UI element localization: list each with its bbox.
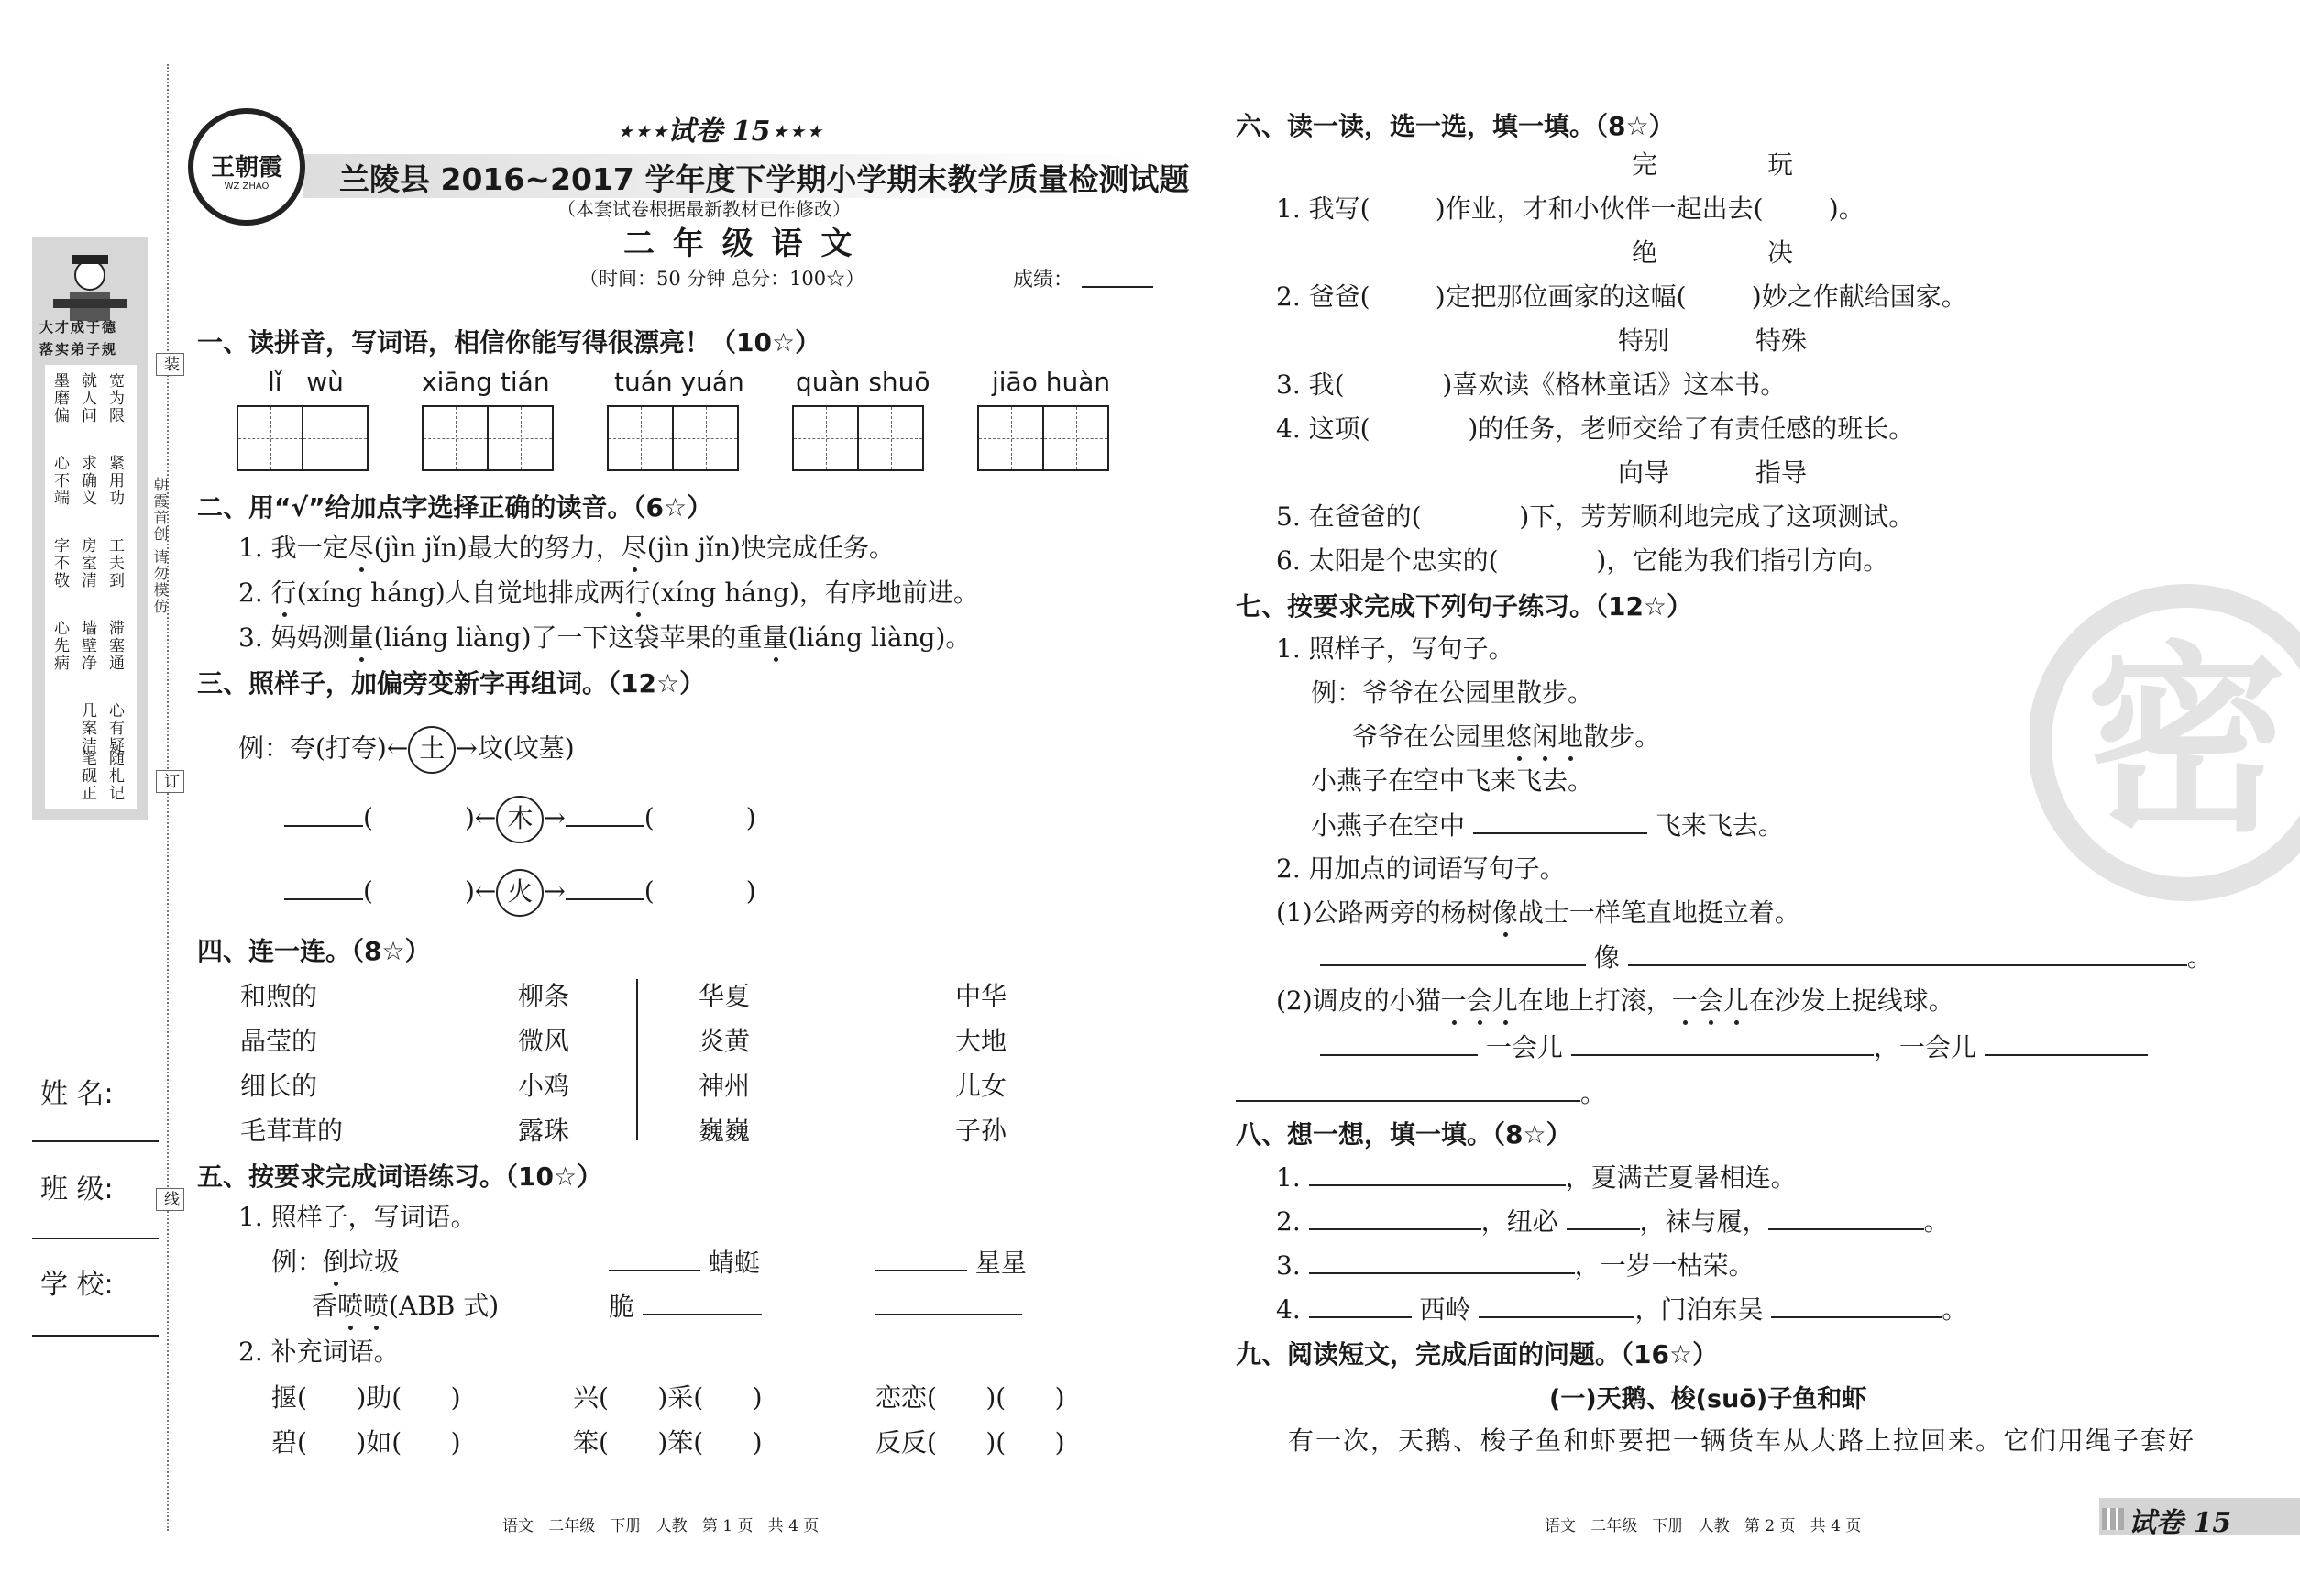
dotted-char: 喷 xyxy=(363,1288,389,1325)
corner-label: 试卷 15 xyxy=(2129,1507,2232,1539)
text: ，门泊东吴 xyxy=(1634,1294,1764,1325)
section-4-heading: 四、连一连。（8☆） xyxy=(197,936,431,966)
match-item[interactable]: 巍巍 xyxy=(699,1116,751,1146)
dotted-char: 地 xyxy=(1557,719,1583,755)
text: 蜻蜓 xyxy=(708,1248,760,1278)
match-item[interactable]: 露珠 xyxy=(518,1116,570,1146)
verse-col: 心不端 xyxy=(50,455,69,507)
dotted-char: 倒 xyxy=(323,1244,348,1281)
match-item[interactable]: 中华 xyxy=(955,981,1007,1011)
num: 3. xyxy=(1276,1250,1301,1281)
text: 星星 xyxy=(974,1248,1027,1278)
paren: ( xyxy=(363,802,373,833)
paren: ( xyxy=(644,802,655,833)
sidebar-slogan-2: 落实弟子规 xyxy=(39,341,118,358)
score-label: 成绩： xyxy=(1013,269,1074,292)
passage-title: (一)天鹅、梭(suō)子鱼和虾 xyxy=(1549,1385,1867,1414)
paren: ) xyxy=(745,875,756,907)
arrow: → xyxy=(544,802,566,833)
verse-col: 笔砚正 xyxy=(78,750,96,802)
answer-blank[interactable] xyxy=(1320,939,1586,966)
sidebar-verse-box xyxy=(45,365,137,809)
verse-col: 宽为限 xyxy=(105,372,124,424)
idiom[interactable]: 揠( )助( ) xyxy=(271,1382,461,1413)
text: (xíng háng)，有序地前进。 xyxy=(650,578,979,608)
text: (liáng liàng)。 xyxy=(787,622,972,653)
dotted-char: 会 xyxy=(1467,983,1492,1019)
pinyin-1: lǐ wù xyxy=(268,367,344,397)
text: 小燕子在空中 xyxy=(1311,810,1466,841)
idiom[interactable]: 恋恋( )( ) xyxy=(875,1382,1065,1413)
match-divider xyxy=(636,979,638,1140)
example-7-1: 例：爷爷在公园里散步。 xyxy=(1311,677,1594,708)
seal-mark-3: 线 xyxy=(156,1188,184,1211)
word-5-3 xyxy=(609,1288,762,1326)
page-footer-left: 语文 二年级 下册 人教 第 1 页 共 4 页 xyxy=(502,1517,820,1535)
writing-grid[interactable] xyxy=(792,405,924,471)
match-item[interactable]: 和煦的 xyxy=(240,981,318,1011)
question-2-1 xyxy=(238,530,895,567)
section-6-heading: 六、读一读，选一选，填一填。（8☆） xyxy=(1236,111,1675,141)
text: 3. 妈妈测 xyxy=(238,622,348,653)
example-3 xyxy=(238,726,575,774)
dotted-char: 儿 xyxy=(1492,983,1518,1019)
logo xyxy=(188,108,305,226)
text: 香 xyxy=(312,1291,338,1321)
sentence-7-1: 小燕子在空中飞来飞去。 xyxy=(1311,765,1594,796)
idiom[interactable]: 碧( )如( ) xyxy=(271,1427,461,1458)
verse-col: 紧用功 xyxy=(105,455,124,507)
dotted-char: 会 xyxy=(1698,983,1723,1019)
dotted-char: 闲 xyxy=(1532,719,1557,755)
dotted-char: 量 xyxy=(348,620,374,656)
radical-circle: 土 xyxy=(408,726,456,774)
word-5-2 xyxy=(875,1244,1027,1282)
match-item[interactable]: 柳条 xyxy=(518,981,570,1011)
section-1-heading: 一、读拼音，写词语，相信你能写得很漂亮！（10☆） xyxy=(197,327,821,358)
question-6-5: 5. 在爸爸的( )下，芳芳顺利地完成了这项测试。 xyxy=(1276,501,1915,532)
option: 玩 xyxy=(1767,149,1794,180)
writing-grid[interactable] xyxy=(237,405,369,471)
text: (jìn jǐn)最大的努力， xyxy=(373,533,622,563)
text: 像 xyxy=(1593,942,1620,973)
dotted-char: 一 xyxy=(1672,983,1698,1019)
question-6-2: 2. 爸爸( )定把那位画家的这幅( )妙之作献给国家。 xyxy=(1276,281,1967,312)
question-6-4: 4. 这项( )的任务，老师交给了有责任感的班长。 xyxy=(1276,413,1915,444)
text: (2)调皮的小猫 xyxy=(1276,985,1441,1016)
section-2-heading: 二、用“√”给加点字选择正确的读音。（6☆） xyxy=(197,492,713,523)
dotted-char: 量 xyxy=(763,620,788,656)
section-7-heading: 七、按要求完成下列句子练习。（12☆） xyxy=(1236,591,1693,622)
seal-mark-1: 装 xyxy=(156,353,184,376)
arrow: → xyxy=(544,875,566,907)
grade-subject: 二 年 级 语 文 xyxy=(623,226,856,262)
text: (xíng háng)人自觉地排成两 xyxy=(296,578,625,608)
option: 特别 xyxy=(1618,325,1670,356)
poem-8-2: 2. ，纽必 ，袜与履， 。 xyxy=(1276,1203,1950,1240)
confidential-watermark xyxy=(2030,578,2300,908)
logo-sub: WZ ZHAO xyxy=(224,182,270,192)
text: (jìn jǐn)快完成任务。 xyxy=(646,533,895,563)
idiom[interactable]: 反反( )( ) xyxy=(875,1427,1065,1458)
text: (ABB 式) xyxy=(389,1291,500,1321)
section-5-heading: 五、按要求完成词语练习。（10☆） xyxy=(197,1161,603,1192)
dotted-char: 喷 xyxy=(337,1288,363,1325)
answer-blank[interactable] xyxy=(566,873,644,900)
answer-blank[interactable] xyxy=(1628,939,2187,966)
logo-text: 王朝霞 xyxy=(210,154,282,182)
example-5-2 xyxy=(312,1288,499,1325)
text: 1. 我一定 xyxy=(238,533,348,563)
answer-blank[interactable] xyxy=(643,1288,762,1315)
option: 决 xyxy=(1767,237,1794,268)
pinyin-5: jiāo huàn xyxy=(992,367,1111,397)
match-item[interactable]: 子孙 xyxy=(955,1116,1007,1146)
text: 2. xyxy=(238,578,271,608)
match-col-a xyxy=(240,974,343,1153)
school-field[interactable] xyxy=(32,1335,159,1337)
dotted-char: 尽 xyxy=(622,530,647,567)
text: 一会儿 xyxy=(1485,1032,1563,1062)
text: ，袜与履， xyxy=(1639,1206,1768,1237)
passage-text: 有一次，天鹅、梭子鱼和虾要把一辆货车从大路上拉回来。它们用绳子套好 xyxy=(1288,1425,2196,1456)
verse-col: 工夫到 xyxy=(105,537,124,589)
answer-blank[interactable] xyxy=(875,1244,967,1271)
score-field[interactable] xyxy=(1082,286,1153,288)
name-label: 姓 名: xyxy=(40,1078,114,1110)
question-2-2 xyxy=(238,575,979,611)
poem-8-4: 4. 西岭 ，门泊东吴 。 xyxy=(1276,1291,1967,1328)
match-item[interactable]: 细长的 xyxy=(240,1071,318,1101)
text: ，纽必 xyxy=(1480,1206,1558,1237)
word-5-1 xyxy=(609,1244,760,1282)
option: 完 xyxy=(1632,149,1658,180)
writing-grid[interactable] xyxy=(607,405,739,471)
verse-col: 墨磨偏 xyxy=(50,372,69,424)
dotted-char: 尽 xyxy=(348,530,374,567)
text: 战士一样笔直地挺立着。 xyxy=(1517,897,1800,928)
dotted-char: 儿 xyxy=(1723,983,1749,1019)
writing-grid[interactable] xyxy=(422,405,554,471)
writing-grid[interactable] xyxy=(977,405,1109,471)
num: 2. xyxy=(1276,1206,1301,1237)
match-item[interactable]: 炎黄 xyxy=(699,1026,751,1056)
corner-squares xyxy=(2102,1508,2124,1530)
text: ，一会儿 xyxy=(1873,1032,1976,1062)
word-5-4 xyxy=(875,1288,1022,1326)
question-7-2: 2. 用加点的词语写句子。 xyxy=(1276,853,1566,884)
option: 向导 xyxy=(1618,457,1670,488)
page-footer-right: 语文 二年级 下册 人教 第 2 页 共 4 页 xyxy=(1545,1517,1862,1535)
verse-col: 心先病 xyxy=(50,620,69,672)
question-5-1: 1. 照样子，写词语。 xyxy=(238,1202,477,1232)
match-item[interactable]: 神州 xyxy=(699,1071,751,1101)
text: 爷爷在公园里 xyxy=(1352,721,1507,752)
answer-blank[interactable] xyxy=(284,799,363,827)
question-5-2: 2. 补充词语。 xyxy=(238,1337,400,1367)
question-6-3: 3. 我( )喜欢读《格林童话》这本书。 xyxy=(1276,369,1787,400)
answer-7-4 xyxy=(1320,1029,2148,1066)
answer-7-4-cont: 。 xyxy=(1236,1074,1606,1112)
row-3-1 xyxy=(284,796,756,843)
text: 例：夸(打夸)← xyxy=(238,732,409,764)
match-col-d xyxy=(955,974,1007,1153)
option: 特殊 xyxy=(1755,325,1808,356)
section-3-heading: 三、照样子，加偏旁变新字再组词。（12☆） xyxy=(197,668,706,699)
section-8-heading: 八、想一想，填一填。（8☆） xyxy=(1236,1119,1572,1150)
watermark-text: 密 xyxy=(2085,624,2288,859)
dotted-char: 悠 xyxy=(1506,719,1532,755)
verse-col: 滞塞通 xyxy=(105,620,124,672)
answer-blank[interactable] xyxy=(1236,1074,1580,1102)
answer-blank[interactable] xyxy=(1309,1291,1412,1318)
sidebar-slogan-1: 大才成于德 xyxy=(39,319,118,336)
question-6-6: 6. 太阳是个忠实的( )，它能为我们指引方向。 xyxy=(1276,545,1889,576)
poem-8-3 xyxy=(1276,1247,1755,1284)
pinyin-2: xiāng tián xyxy=(422,367,550,397)
match-item[interactable]: 大地 xyxy=(955,1026,1007,1056)
text: 散步。 xyxy=(1583,721,1661,752)
verse-col: 字不敬 xyxy=(50,537,69,589)
verse-col: 随札记 xyxy=(105,750,124,802)
answer-7-3: 像 。 xyxy=(1320,939,2213,976)
exam-note: （本套试卷根据最新教材已作修改） xyxy=(557,198,851,220)
poem-8-1 xyxy=(1276,1159,1797,1196)
answer-blank[interactable] xyxy=(609,1244,700,1271)
sentence-7-3 xyxy=(1276,895,1800,931)
arrow: )← xyxy=(464,802,497,833)
dotted-char: 行 xyxy=(625,575,651,611)
class-field[interactable] xyxy=(32,1238,159,1239)
verse-col: 房室清 xyxy=(78,537,96,589)
answer-blank[interactable] xyxy=(1768,1203,1924,1230)
text: ，夏满芒夏暑相连。 xyxy=(1565,1162,1797,1193)
class-label: 班 级: xyxy=(40,1173,114,1205)
answer-blank[interactable] xyxy=(1309,1203,1481,1230)
match-item[interactable]: 华夏 xyxy=(699,981,751,1011)
seal-mark-2: 订 xyxy=(156,770,184,793)
dotted-char: 行 xyxy=(271,575,297,611)
verse-col: 几案洁 xyxy=(78,702,96,754)
example-7-2 xyxy=(1352,719,1660,755)
text: 飞来飞去。 xyxy=(1655,810,1784,841)
text: 垃圾 xyxy=(348,1247,401,1277)
answer-blank[interactable] xyxy=(284,873,363,900)
answer-blank[interactable] xyxy=(1309,1247,1575,1274)
text: ，一岁一枯荣。 xyxy=(1574,1250,1755,1281)
match-col-c xyxy=(699,974,750,1153)
paren: ( xyxy=(644,875,655,907)
dotted-char: 一 xyxy=(1441,983,1467,1019)
answer-blank[interactable] xyxy=(1309,1159,1566,1186)
row-3-2 xyxy=(284,869,756,917)
answer-blank[interactable] xyxy=(1771,1291,1942,1318)
answer-blank[interactable] xyxy=(1571,1029,1874,1056)
question-6-1: 1. 我写( )作业，才和小伙伴一起出去( )。 xyxy=(1276,193,1865,224)
sidebar-panel xyxy=(32,237,148,820)
copyright-note: 朝霞首创 请勿模仿 xyxy=(151,477,169,616)
pinyin-3: tuán yuán xyxy=(614,367,744,397)
num: 1. xyxy=(1276,1162,1301,1193)
school-label: 学 校: xyxy=(40,1269,114,1301)
dotted-char: 像 xyxy=(1492,895,1518,931)
verse-col: 心有疑 xyxy=(105,702,124,754)
verse-col: 墙壁净 xyxy=(78,620,96,672)
answer-blank[interactable] xyxy=(1479,1291,1634,1318)
pinyin-4: quàn shuō xyxy=(796,367,930,397)
radical-circle: 火 xyxy=(496,869,544,917)
match-col-b xyxy=(518,974,569,1153)
text: 在沙发上捉线球。 xyxy=(1748,985,1954,1016)
option: 绝 xyxy=(1632,237,1658,268)
paren: ) xyxy=(745,802,756,833)
exam-title: 兰陵县 2016~2017 学年度下学期小学期末教学质量检测试题 xyxy=(339,161,1190,197)
text: (1)公路两旁的杨树 xyxy=(1276,897,1492,928)
sentence-7-4 xyxy=(1276,983,1954,1019)
match-item[interactable]: 小鸡 xyxy=(518,1071,570,1101)
binding-line xyxy=(167,64,169,1531)
match-item[interactable]: 微风 xyxy=(518,1026,570,1056)
match-item[interactable]: 晶莹的 xyxy=(240,1026,318,1056)
sentence-7-2 xyxy=(1311,807,1784,844)
answer-blank[interactable] xyxy=(1985,1029,2148,1056)
idiom[interactable]: 笨( )笨( ) xyxy=(573,1427,763,1458)
radical-circle: 木 xyxy=(496,796,544,843)
exam-time: （时间：50 分钟 总分：100☆） xyxy=(579,268,865,290)
idiom[interactable]: 兴( )采( ) xyxy=(573,1382,763,1413)
text: →坟(坟墓) xyxy=(456,732,575,764)
num: 4. xyxy=(1276,1294,1301,1325)
question-7-1: 1. 照样子，写句子。 xyxy=(1276,633,1514,664)
name-field[interactable] xyxy=(32,1140,159,1142)
arrow: )← xyxy=(464,875,497,907)
verse-col: 求确义 xyxy=(78,455,96,507)
text: 在地上打滚， xyxy=(1517,985,1672,1016)
example-5-1 xyxy=(271,1244,400,1281)
exam-number: ⋆⋆⋆试卷 15⋆⋆⋆ xyxy=(616,116,822,148)
verse-col: 就人问 xyxy=(78,372,96,424)
answer-blank[interactable] xyxy=(566,799,644,827)
answer-blank[interactable] xyxy=(1473,807,1647,834)
option: 指导 xyxy=(1755,457,1808,488)
answer-blank[interactable] xyxy=(875,1288,1022,1315)
text: (liáng liàng)了一下这袋苹果的重 xyxy=(373,622,763,653)
answer-blank[interactable] xyxy=(1320,1029,1478,1056)
question-2-3 xyxy=(238,620,971,656)
match-item[interactable]: 儿女 xyxy=(955,1071,1007,1101)
paren: ( xyxy=(363,875,373,907)
scholar-figure-icon xyxy=(44,246,136,328)
match-item[interactable]: 毛茸茸的 xyxy=(240,1116,344,1146)
text: 脆 xyxy=(609,1292,635,1322)
answer-blank[interactable] xyxy=(1567,1203,1640,1230)
section-9-heading: 九、阅读短文，完成后面的问题。（16☆） xyxy=(1236,1339,1719,1370)
text: 例： xyxy=(271,1247,324,1277)
text: 西岭 xyxy=(1419,1294,1471,1325)
